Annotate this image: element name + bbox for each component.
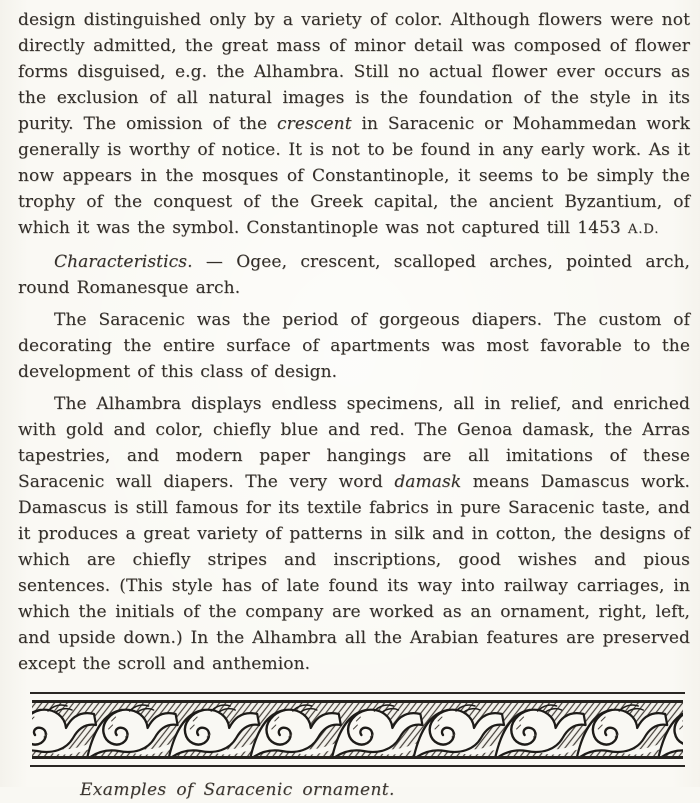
- p2-text-rest: — Ogee, crescent, scalloped arches, pointed arch, round Romanesque arch.: [18, 252, 690, 298]
- p1-text-mid: in Saracenic or Mohammedan work generally is worthy of notice. It is not to be found in any early work. As it now appears in the mosques of Constantinople, it seems to be simply the trophy of the conquest of the Greek capital, the ancient Byzantium, of which it was the symbol. Constantinople was not captured till 1453: [18, 114, 690, 238]
- p1-italic-crescent: crescent: [277, 114, 352, 134]
- paragraph-continuation: [18, 7, 690, 243]
- saracenic-scroll-engraving: [30, 692, 685, 768]
- paragraph-alhambra: [18, 391, 690, 677]
- paragraph-diapers: [18, 307, 690, 385]
- paragraph-characteristics: [18, 249, 690, 301]
- p4-text-start: The Alhambra displays endless specimens, all in relief, and enriched with gold and color, chiefly blue and red. The Genoa damask, the Arras tapestries, and modern paper hangings are all imitations of these Saracenic wall diapers. The very word: [18, 394, 690, 492]
- p4-text-end: means Damascus work. Damascus is still famous for its textile fabrics in pure Saracenic taste, and it produces a great variety of patterns in silk and in cotton, the designs of which are chiefly stripes and inscriptions, good wishes and pious sentences. (This style has of late found its way into railway carriages, in which the initials of the company are worked as an ornament, right, left, and upside down.) In the Alhambra all the Arabian features are preserved except the scroll and anthemion.: [18, 472, 690, 674]
- p1-era-smallcaps: A.D.: [627, 222, 660, 237]
- p3-text: The Saracenic was the period of gorgeous diapers. The custom of decorating the entire surface of apartments was most favorable to the development of this class of design.: [18, 310, 690, 382]
- ornament-figure: [30, 692, 685, 803]
- figure-caption: Examples of Saracenic ornament.: [80, 780, 395, 800]
- p4-italic-damask: damask: [394, 472, 462, 492]
- p2-italic-lead: Characteristics.: [54, 252, 193, 272]
- p1-text-start: design distinguished only by a variety of color. Although flowers were not directly admitted, the great mass of minor detail was composed of flower forms disguised, e.g. the Alhambra. Still no actual flower ever occurs as the exclusion of all natural images is the foundation of the style in its purity. The omission of the: [18, 10, 690, 134]
